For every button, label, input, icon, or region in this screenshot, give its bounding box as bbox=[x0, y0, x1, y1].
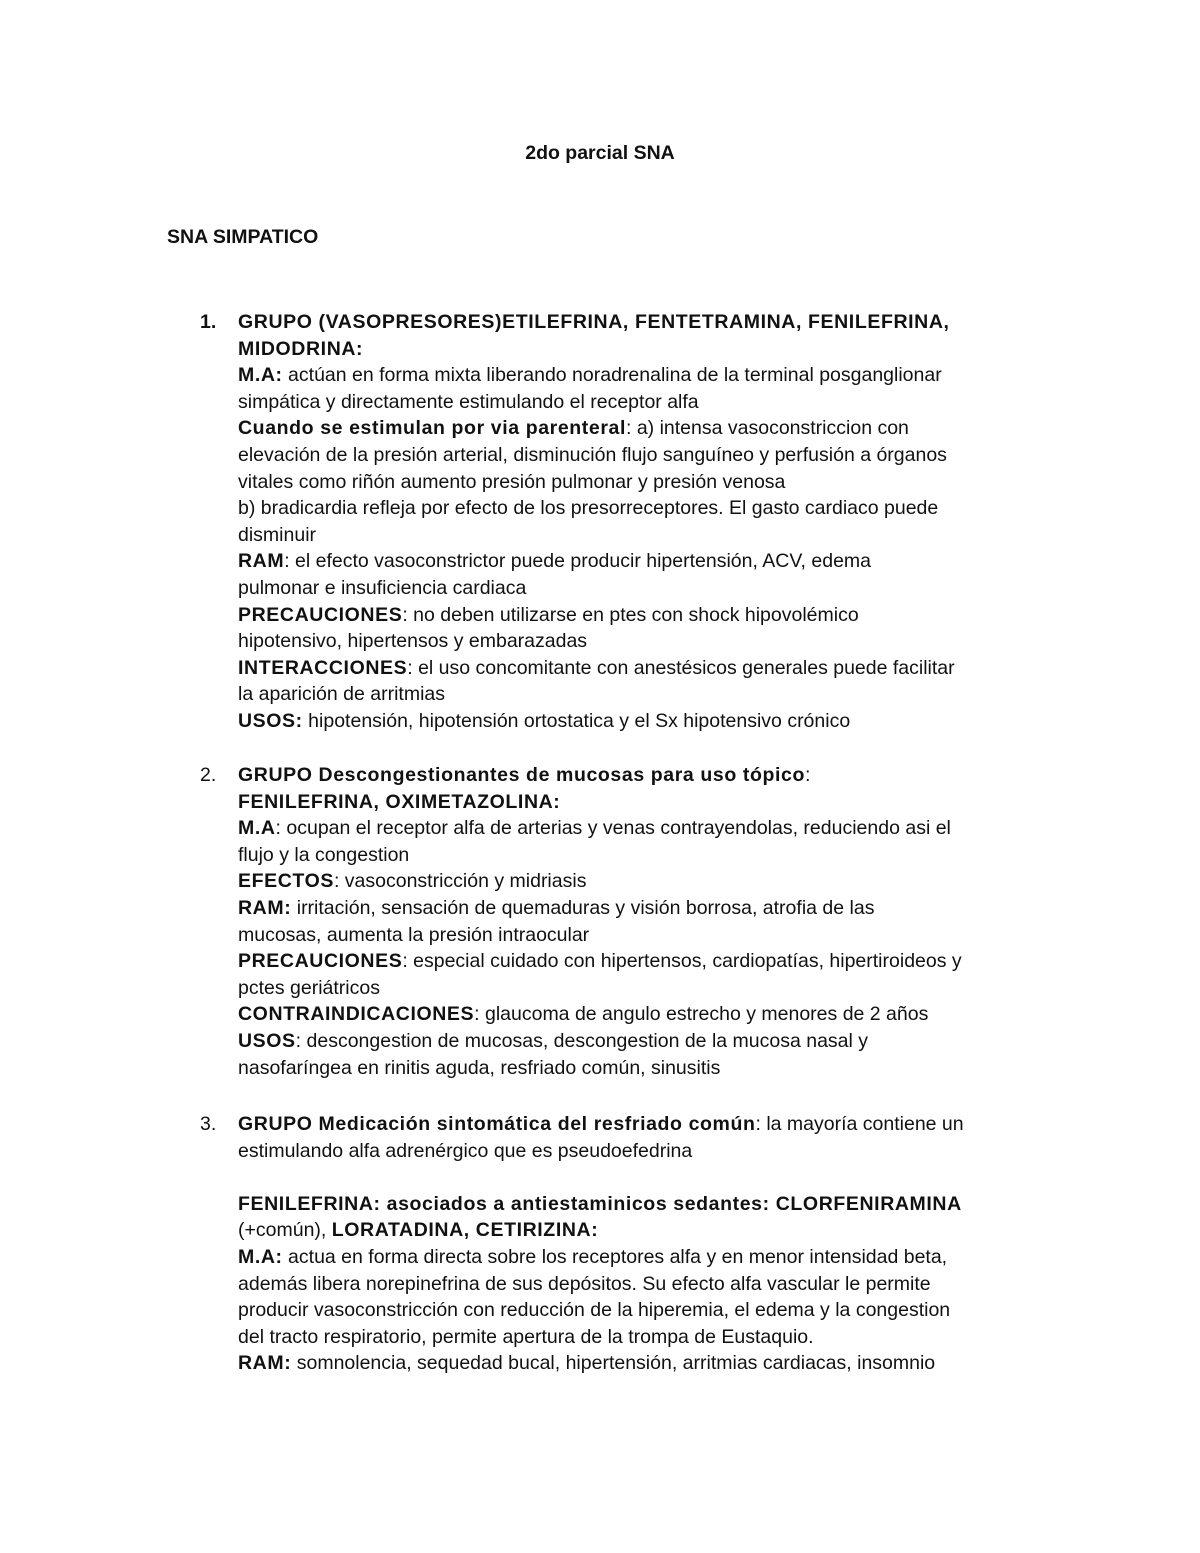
text-line bbox=[238, 628, 1040, 655]
bold-text: FENILEFRINA, OXIMETAZOLINA: bbox=[238, 790, 561, 813]
bold-text: LORATADINA, CETIRIZINA: bbox=[331, 1219, 599, 1242]
text-line bbox=[238, 469, 1040, 496]
text-line bbox=[238, 922, 1040, 949]
bold-text: RAM bbox=[238, 550, 285, 573]
bold-text: M.A: bbox=[238, 364, 283, 387]
body-text: producir vasoconstricción con reducción de la hiperemia, el edema y la congestion bbox=[238, 1299, 951, 1322]
text-line bbox=[238, 1244, 1040, 1271]
body-text: : a) intensa vasoconstriccion con bbox=[626, 417, 909, 440]
text-line bbox=[238, 1297, 1040, 1324]
text-line bbox=[238, 975, 1040, 1002]
body-text: hipotensivo, hipertensos y embarazadas bbox=[238, 630, 588, 653]
list-number: 2. bbox=[200, 764, 217, 786]
text-line bbox=[238, 1271, 1040, 1298]
text-line bbox=[238, 415, 1040, 442]
body-text: vitales como riñón aumento presión pulmonar y presión venosa bbox=[238, 470, 786, 493]
text-line bbox=[238, 815, 1040, 842]
text-line bbox=[238, 602, 1040, 629]
document-title: 2do parcial SNA bbox=[525, 142, 675, 164]
text-line bbox=[238, 575, 1040, 602]
body-text: la aparición de arritmias bbox=[238, 683, 446, 706]
body-text: : el efecto vasoconstrictor puede producir hipertensión, ACV, edema bbox=[284, 550, 872, 573]
body-text: disminuir bbox=[238, 523, 317, 546]
body-text: pulmonar e insuficiencia cardiaca bbox=[238, 576, 527, 599]
list-item-content bbox=[238, 1111, 1040, 1377]
text-line bbox=[238, 655, 1040, 682]
body-text: (+común), bbox=[238, 1219, 332, 1242]
text-line bbox=[238, 895, 1040, 922]
body-text: flujo y la congestion bbox=[238, 843, 410, 866]
body-text: : descongestion de mucosas, descongestion de la mucosa nasal y bbox=[295, 1029, 869, 1052]
bold-text: PRECAUCIONES bbox=[238, 603, 403, 626]
text-line bbox=[238, 1164, 1040, 1191]
body-text: : no deben utilizarse en ptes con shock hipovolémico bbox=[402, 603, 859, 626]
section-heading: SNA SIMPATICO bbox=[167, 226, 319, 248]
body-text: actúan en forma mixta liberando noradrenalina de la terminal posganglionar bbox=[282, 364, 942, 387]
text-line bbox=[238, 1217, 1040, 1244]
bold-text: M.A: bbox=[238, 1245, 283, 1268]
text-line bbox=[238, 948, 1040, 975]
body-text: : bbox=[804, 764, 811, 786]
text-line bbox=[238, 708, 1040, 735]
bold-text: PRECAUCIONES bbox=[238, 950, 403, 973]
text-line bbox=[238, 1350, 1040, 1377]
body-text: : el uso concomitante con anestésicos generales puede facilitar bbox=[407, 656, 955, 679]
text-line bbox=[238, 362, 1040, 389]
text-line bbox=[238, 1138, 1040, 1165]
bold-text: M.A bbox=[238, 817, 276, 840]
bold-text: INTERACCIONES bbox=[238, 656, 408, 679]
text-line bbox=[238, 1111, 1040, 1138]
bold-text: GRUPO Medicación sintomática del resfriado común bbox=[238, 1113, 756, 1135]
text-line bbox=[238, 389, 1040, 416]
text-line bbox=[238, 868, 1040, 895]
bold-text: EFECTOS bbox=[238, 870, 334, 893]
bold-text: GRUPO (VASOPRESORES)ETILEFRINA, FENTETRAMINA, FENILEFRINA, bbox=[238, 311, 950, 333]
body-text: estimulando alfa adrenérgico que es pseudoefedrina bbox=[238, 1139, 693, 1162]
body-text: : ocupan el receptor alfa de arterias y venas contrayendolas, reduciendo asi el bbox=[275, 817, 951, 840]
text-line bbox=[238, 762, 1040, 789]
bold-text: MIDODRINA: bbox=[238, 337, 364, 360]
bold-text: Cuando se estimulan por via parenteral bbox=[238, 417, 626, 440]
text-line bbox=[238, 1055, 1040, 1082]
body-text: b) bradicardia refleja por efecto de los presorreceptores. El gasto cardiaco puede bbox=[238, 497, 939, 520]
bold-text: USOS: bbox=[238, 709, 303, 732]
text-line bbox=[238, 522, 1040, 549]
body-text: elevación de la presión arterial, disminución flujo sanguíneo y perfusión a órganos bbox=[238, 443, 947, 466]
bold-text: GRUPO Descongestionantes de mucosas para uso tópico bbox=[238, 764, 805, 786]
bold-text: RAM: bbox=[238, 1352, 292, 1375]
bold-text: CONTRAINDICACIONES bbox=[238, 1003, 475, 1026]
body-text: pctes geriátricos bbox=[238, 976, 380, 999]
body-text: irritación, sensación de quemaduras y visión borrosa, atrofia de las bbox=[291, 896, 875, 919]
text-line bbox=[238, 1001, 1040, 1028]
list-item-content bbox=[238, 762, 1040, 1081]
bold-text: FENILEFRINA: asociados a antiestaminicos sedantes: CLORFENIRAMINA bbox=[238, 1192, 962, 1215]
text-line bbox=[238, 1191, 1040, 1218]
text-line bbox=[238, 548, 1040, 575]
body-text: : especial cuidado con hipertensos, cardiopatías, hipertiroideos y bbox=[402, 950, 962, 973]
text-line bbox=[238, 789, 1040, 816]
text-line bbox=[238, 495, 1040, 522]
body-text: somnolencia, sequedad bucal, hipertensión, arritmias cardiacas, insomnio bbox=[291, 1352, 936, 1375]
body-text: simpática y directamente estimulando el receptor alfa bbox=[238, 390, 699, 413]
body-text: actua en forma directa sobre los receptores alfa y en menor intensidad beta, bbox=[282, 1245, 948, 1268]
body-text: además libera norepinefrina de sus depósitos. Su efecto alfa vascular le permite bbox=[238, 1272, 931, 1295]
bold-text: USOS bbox=[238, 1029, 296, 1052]
text-line bbox=[238, 1324, 1040, 1351]
list-item-content bbox=[238, 309, 1040, 735]
list-number: 1. bbox=[200, 311, 217, 333]
list-number: 3. bbox=[200, 1113, 217, 1135]
body-text: mucosas, aumenta la presión intraocular bbox=[238, 923, 590, 946]
body-text: : glaucoma de angulo estrecho y menores de 2 años bbox=[474, 1003, 929, 1026]
body-text: hipotensión, hipotensión ortostatica y el Sx hipotensivo crónico bbox=[302, 709, 851, 732]
body-text: : vasoconstricción y midriasis bbox=[333, 870, 587, 893]
body-text: nasofaríngea en rinitis aguda, resfriado común, sinusitis bbox=[238, 1056, 721, 1079]
body-text: : la mayoría contiene un bbox=[755, 1113, 964, 1135]
text-line bbox=[238, 442, 1040, 469]
text-line bbox=[238, 336, 1040, 363]
text-line bbox=[238, 842, 1040, 869]
text-line bbox=[238, 309, 1040, 336]
body-text: del tracto respiratorio, permite apertura de la trompa de Eustaquio. bbox=[238, 1325, 814, 1348]
text-line bbox=[238, 1028, 1040, 1055]
bold-text: RAM: bbox=[238, 896, 292, 919]
text-line bbox=[238, 681, 1040, 708]
